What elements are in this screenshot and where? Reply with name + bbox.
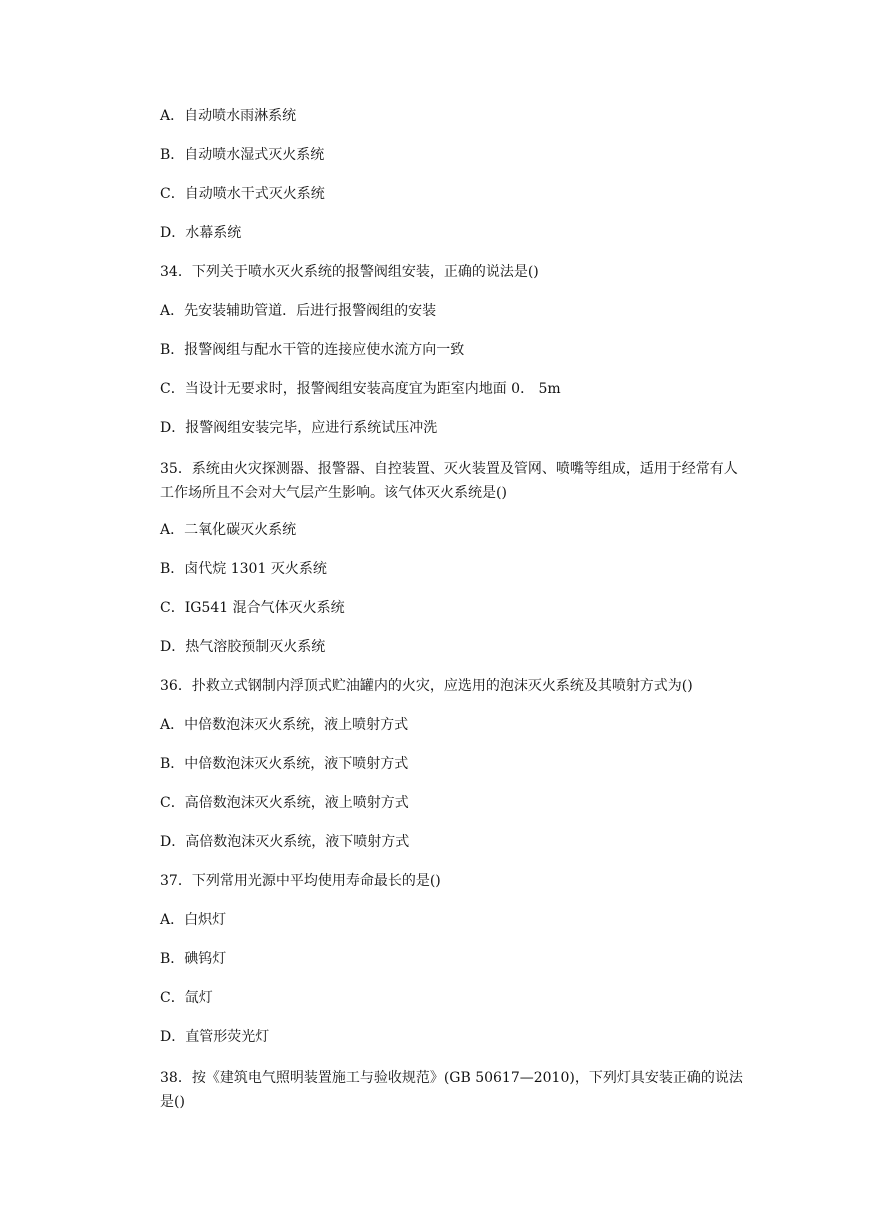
q33-option-a: A．自动喷水雨淋系统 bbox=[160, 108, 297, 124]
question-34: 34．下列关于喷水灭火系统的报警阀组安装，正确的说法是() bbox=[160, 264, 539, 280]
q37-option-a: A．白炽灯 bbox=[160, 912, 227, 928]
q36-option-b: B．中倍数泡沫灭火系统，液下喷射方式 bbox=[160, 756, 409, 772]
q33-option-c: C．自动喷水干式灭火系统 bbox=[160, 186, 325, 202]
question-35 bbox=[160, 457, 750, 505]
q37-option-c: C．氙灯 bbox=[160, 990, 213, 1006]
q36-option-c: C．高倍数泡沫灭火系统，液上喷射方式 bbox=[160, 795, 409, 811]
question-37: 37．下列常用光源中平均使用寿命最长的是() bbox=[160, 873, 441, 889]
q34-option-d: D．报警阀组安装完毕，应进行系统试压冲洗 bbox=[160, 420, 438, 436]
q37-option-d: D．直管形荧光灯 bbox=[160, 1029, 270, 1045]
q34-option-a: A．先安装辅助管道．后进行报警阀组的安装 bbox=[160, 303, 437, 319]
question-38 bbox=[160, 1066, 750, 1114]
q35-option-a: A．二氧化碳灭火系统 bbox=[160, 522, 297, 538]
q35-option-b: B．卤代烷 1301 灭火系统 bbox=[160, 561, 327, 577]
question-38-text: 38．按《建筑电气照明装置施工与验收规范》(GB 50617—2010)，下列灯具安装正确的说法是() bbox=[160, 1070, 743, 1110]
q36-option-d: D．高倍数泡沫灭火系统，液下喷射方式 bbox=[160, 834, 410, 850]
q35-option-d: D．热气溶胶预制灭火系统 bbox=[160, 639, 326, 655]
question-35-text: 35．系统由火灾探测器、报警器、自控装置、灭火装置及管网、喷嘴等组成，适用于经常有人工作场所且不会对大气层产生影响。该气体灭火系统是() bbox=[160, 461, 738, 501]
q36-option-a: A．中倍数泡沫灭火系统，液上喷射方式 bbox=[160, 717, 409, 733]
q33-option-b: B．自动喷水湿式灭火系统 bbox=[160, 147, 325, 163]
q34-option-b: B．报警阀组与配水干管的连接应使水流方向一致 bbox=[160, 342, 465, 358]
q35-option-c: C．IG541 混合气体灭火系统 bbox=[160, 600, 345, 616]
q33-option-d: D．水幕系统 bbox=[160, 225, 242, 241]
question-36: 36．扑救立式钢制内浮顶式贮油罐内的火灾，应选用的泡沫灭火系统及其喷射方式为() bbox=[160, 678, 693, 694]
q34-option-c: C．当设计无要求时，报警阀组安装高度宜为距室内地面 0． 5m bbox=[160, 381, 561, 397]
q37-option-b: B．碘钨灯 bbox=[160, 951, 227, 967]
